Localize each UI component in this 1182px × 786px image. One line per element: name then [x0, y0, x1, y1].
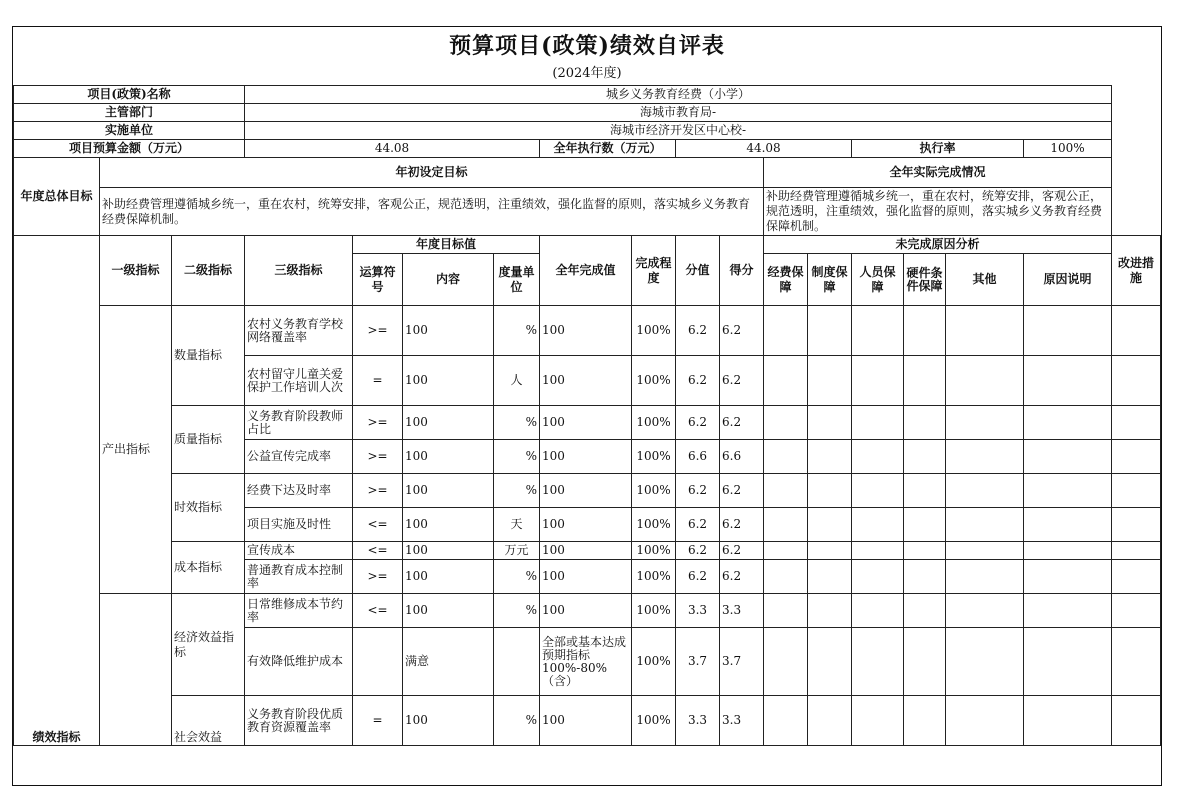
improve-header: 改进措施 — [1112, 236, 1161, 306]
indicator-op: >= — [353, 560, 403, 594]
dept-value: 海城市教育局- — [245, 104, 1112, 122]
indicator-content: 满意 — [403, 628, 494, 696]
indicator-op: >= — [353, 306, 403, 356]
reason-hardware-header: 硬件条件保障 — [904, 254, 946, 306]
indicator-score: 6.6 — [676, 440, 720, 474]
table-row — [14, 696, 1161, 746]
sheet-title: 预算项目(政策)绩效自评表 — [449, 33, 725, 59]
level1-header: 一级指标 — [100, 236, 172, 306]
indicator-actual: 100 — [540, 474, 632, 508]
table-row — [14, 594, 1161, 628]
reason-note-header: 原因说明 — [1024, 254, 1112, 306]
indicator-score: 3.3 — [676, 696, 720, 746]
initial-goal-header: 年初设定目标 — [100, 158, 764, 188]
degree-header: 完成程度 — [632, 236, 676, 306]
indicator-actual: 100 — [540, 406, 632, 440]
indicator-score: 6.2 — [676, 508, 720, 542]
indicator-degree: 100% — [632, 440, 676, 474]
indicator-op: = — [353, 356, 403, 406]
indicator-op: <= — [353, 594, 403, 628]
unit-label: 实施单位 — [14, 122, 245, 140]
indicator-name: 经费下达及时率 — [245, 474, 353, 508]
indicator-score: 6.2 — [676, 306, 720, 356]
indicator-content: 100 — [403, 594, 494, 628]
sheet-year: (2024年度) — [552, 66, 622, 81]
indicator-name: 农村留守儿童关爱保护工作培训人次 — [245, 356, 353, 406]
rate-label: 执行率 — [852, 140, 1024, 158]
indicator-name: 宣传成本 — [245, 542, 353, 560]
indicator-unit: % — [494, 406, 540, 440]
indicator-score: 3.3 — [676, 594, 720, 628]
indicator-got: 6.2 — [720, 474, 764, 508]
indicator-score: 6.2 — [676, 542, 720, 560]
indicator-actual: 100 — [540, 356, 632, 406]
indicator-got: 6.2 — [720, 306, 764, 356]
indicator-got: 6.2 — [720, 508, 764, 542]
actual-header: 全年完成值 — [540, 236, 632, 306]
group-cost: 成本指标 — [172, 542, 245, 594]
indicator-actual: 100 — [540, 594, 632, 628]
table-row — [14, 474, 1161, 508]
indicator-unit: 人 — [494, 356, 540, 406]
indicator-unit: % — [494, 440, 540, 474]
indicator-degree: 100% — [632, 356, 676, 406]
indicator-degree: 100% — [632, 628, 676, 696]
evaluation-table — [13, 85, 1161, 746]
indicator-unit: % — [494, 560, 540, 594]
indicator-content: 100 — [403, 560, 494, 594]
table-row — [14, 542, 1161, 560]
indicator-unit: % — [494, 474, 540, 508]
level3-header: 三级指标 — [245, 236, 353, 306]
group-quality: 质量指标 — [172, 406, 245, 474]
indicator-name: 农村义务教育学校网络覆盖率 — [245, 306, 353, 356]
actual-goal-header: 全年实际完成情况 — [764, 158, 1112, 188]
score-header: 分值 — [676, 236, 720, 306]
group-social: 社会效益 — [172, 696, 245, 746]
indicator-name: 义务教育阶段优质教育资源覆盖率 — [245, 696, 353, 746]
indicator-op: <= — [353, 542, 403, 560]
indicator-score: 3.7 — [676, 628, 720, 696]
exec-label: 全年执行数（万元） — [540, 140, 676, 158]
indicator-score: 6.2 — [676, 560, 720, 594]
actual-goal-text: 补助经费管理遵循城乡统一，重在农村，统筹安排，客观公正，规范透明，注重绩效，强化监督的原则，落实城乡义务教育经费保障机制。 — [764, 188, 1112, 236]
indicator-op — [353, 628, 403, 696]
indicator-op: >= — [353, 406, 403, 440]
indicator-unit: % — [494, 696, 540, 746]
table-row — [14, 306, 1161, 356]
indicator-content: 100 — [403, 474, 494, 508]
indicator-actual: 100 — [540, 696, 632, 746]
indicator-unit: 万元 — [494, 542, 540, 560]
indicator-name: 公益宣传完成率 — [245, 440, 353, 474]
indicator-unit: 天 — [494, 508, 540, 542]
indicator-actual: 100 — [540, 306, 632, 356]
indicator-got: 6.2 — [720, 560, 764, 594]
indicator-got: 3.3 — [720, 594, 764, 628]
indicator-name: 项目实施及时性 — [245, 508, 353, 542]
target-group-header: 年度目标值 — [353, 236, 540, 254]
group-quantity: 数量指标 — [172, 306, 245, 406]
indicator-degree: 100% — [632, 406, 676, 440]
indicator-content: 100 — [403, 508, 494, 542]
indicator-unit — [494, 628, 540, 696]
exec-value: 44.08 — [676, 140, 852, 158]
goals-label: 年度总体目标 — [14, 158, 100, 236]
indicator-score: 6.2 — [676, 406, 720, 440]
reason-fund-header: 经费保障 — [764, 254, 808, 306]
project-name-label: 项目(政策)名称 — [14, 86, 245, 104]
indicator-degree: 100% — [632, 306, 676, 356]
indicator-unit: % — [494, 594, 540, 628]
op-header: 运算符号 — [353, 254, 403, 306]
indicator-content: 100 — [403, 440, 494, 474]
indicator-content: 100 — [403, 542, 494, 560]
indicator-got: 3.7 — [720, 628, 764, 696]
got-header: 得分 — [720, 236, 764, 306]
reason-other-header: 其他 — [946, 254, 1024, 306]
reason-system-header: 制度保障 — [808, 254, 852, 306]
rate-value: 100% — [1024, 140, 1112, 158]
indicator-name: 义务教育阶段教师占比 — [245, 406, 353, 440]
reason-group-header: 未完成原因分析 — [764, 236, 1112, 254]
unit-header: 度量单位 — [494, 254, 540, 306]
budget-value: 44.08 — [245, 140, 540, 158]
indicator-name: 有效降低维护成本 — [245, 628, 353, 696]
indicator-unit: % — [494, 306, 540, 356]
indicator-degree: 100% — [632, 594, 676, 628]
indicator-actual: 100 — [540, 508, 632, 542]
level2-header: 二级指标 — [172, 236, 245, 306]
perf-label: 绩效指标 — [14, 236, 100, 746]
indicator-actual: 100 — [540, 440, 632, 474]
unit-value: 海城市经济开发区中心校- — [245, 122, 1112, 140]
budget-label: 项目预算金额（万元） — [14, 140, 245, 158]
initial-goal-text: 补助经费管理遵循城乡统一，重在农村，统筹安排，客观公正，规范透明，注重绩效，强化监督的原则，落实城乡义务教育经费保障机制。 — [100, 188, 764, 236]
group-effect-blank — [100, 594, 172, 746]
indicator-name: 日常维修成本节约率 — [245, 594, 353, 628]
indicator-score: 6.2 — [676, 474, 720, 508]
indicator-degree: 100% — [632, 542, 676, 560]
project-name-value: 城乡义务教育经费（小学） — [245, 86, 1112, 104]
indicator-degree: 100% — [632, 696, 676, 746]
dept-label: 主管部门 — [14, 104, 245, 122]
evaluation-sheet — [12, 26, 1162, 786]
indicator-actual: 100 — [540, 542, 632, 560]
indicator-degree: 100% — [632, 508, 676, 542]
indicator-name: 普通教育成本控制率 — [245, 560, 353, 594]
indicator-content: 100 — [403, 696, 494, 746]
indicator-op: >= — [353, 440, 403, 474]
indicator-got: 3.3 — [720, 696, 764, 746]
table-row — [14, 406, 1161, 440]
indicator-op: <= — [353, 508, 403, 542]
indicator-degree: 100% — [632, 560, 676, 594]
group-economic: 经济效益指标 — [172, 594, 245, 696]
indicator-degree: 100% — [632, 474, 676, 508]
group-output: 产出指标 — [100, 306, 172, 594]
indicator-got: 6.2 — [720, 406, 764, 440]
indicator-actual: 全部或基本达成预期指标100%-80%（含） — [540, 628, 632, 696]
indicator-op: = — [353, 696, 403, 746]
indicator-content: 100 — [403, 306, 494, 356]
indicator-score: 6.2 — [676, 356, 720, 406]
reason-staff-header: 人员保障 — [852, 254, 904, 306]
indicator-got: 6.2 — [720, 356, 764, 406]
indicator-got: 6.6 — [720, 440, 764, 474]
content-header: 内容 — [403, 254, 494, 306]
indicator-op: >= — [353, 474, 403, 508]
indicator-content: 100 — [403, 356, 494, 406]
indicator-content: 100 — [403, 406, 494, 440]
indicator-got: 6.2 — [720, 542, 764, 560]
indicator-actual: 100 — [540, 560, 632, 594]
group-timeliness: 时效指标 — [172, 474, 245, 542]
